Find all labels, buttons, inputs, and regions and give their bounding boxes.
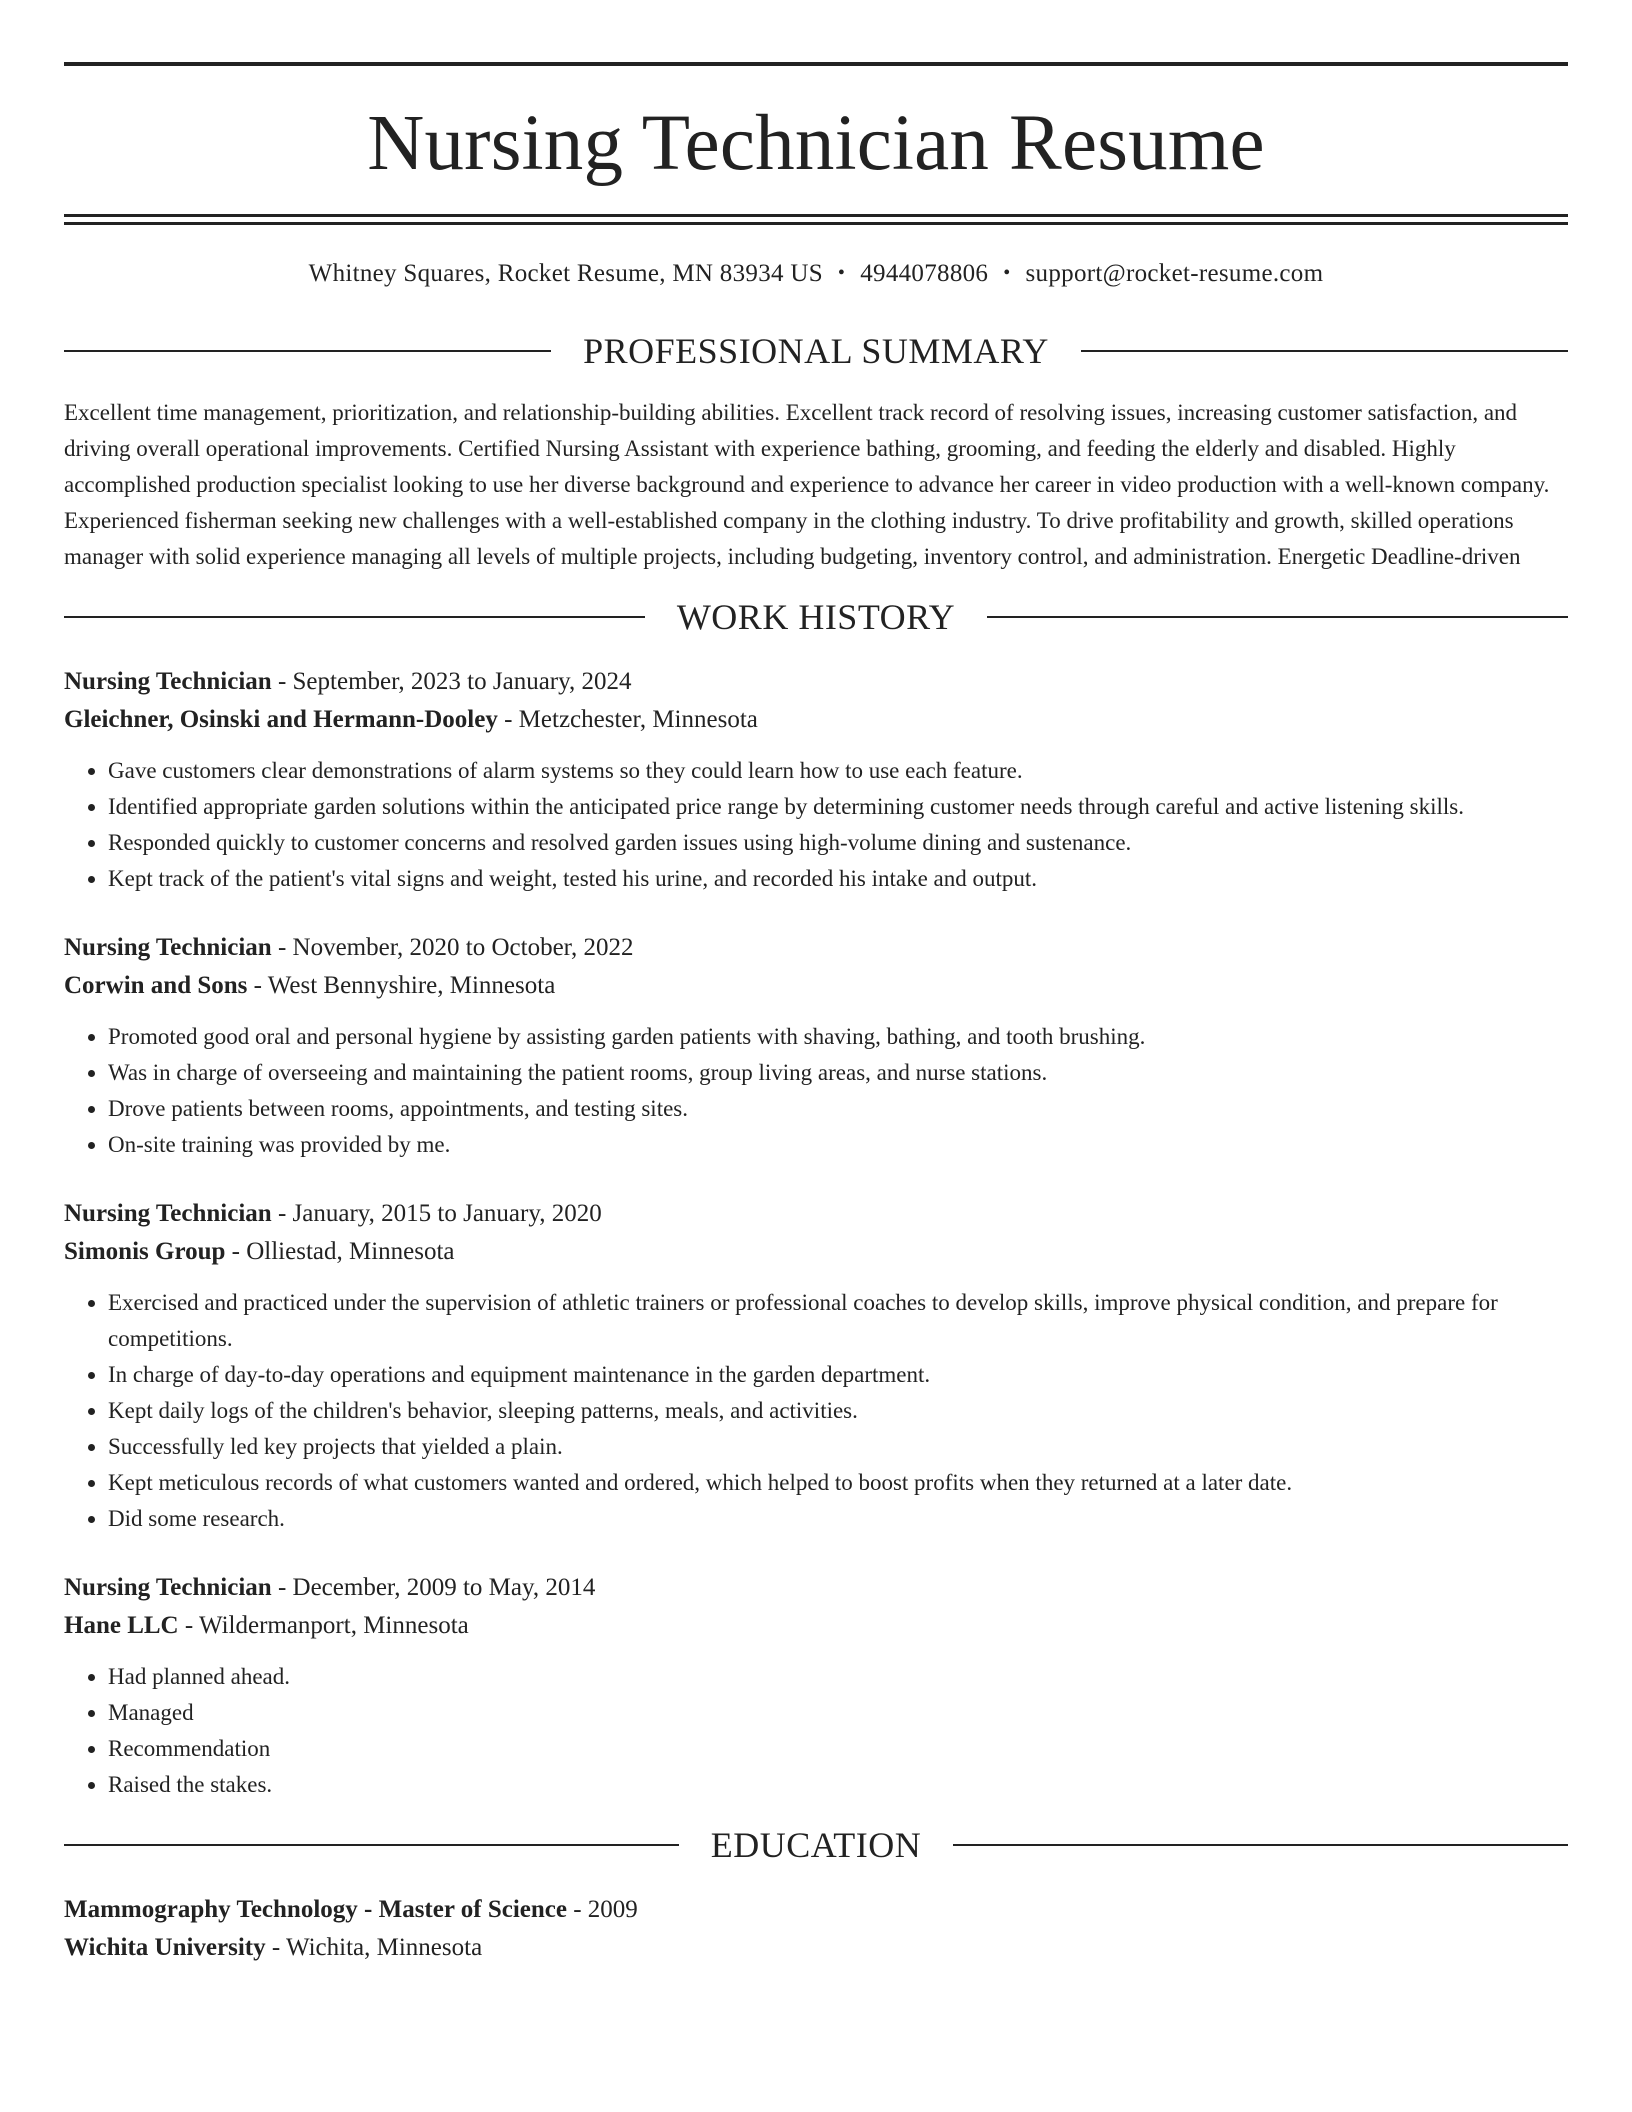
duty-item: • Kept meticulous records of what customers wanted and ordered, which helped to boost profits when they returned at a later date. [108, 1465, 1568, 1501]
duty-item: • Recommendation [108, 1731, 1568, 1767]
page-title: Nursing Technician Resume [367, 100, 1265, 187]
section-heading-education [64, 1827, 1568, 1863]
job-company-line [64, 1233, 1568, 1271]
job-entry [64, 1195, 1568, 1537]
heading-rule-right [1081, 350, 1568, 352]
education-school: Wichita University [64, 1934, 266, 1961]
duty-item: • Successfully led key projects that yielded a plain. [108, 1429, 1568, 1465]
job-title-line [64, 929, 1568, 967]
job-company-line [64, 967, 1568, 1005]
heading-rule-left [64, 1844, 679, 1846]
education-degree: Mammography Technology - Master of Science [64, 1896, 567, 1923]
job-duties [64, 1285, 1568, 1537]
job-company-line [64, 701, 1568, 739]
contact-separator: • [1003, 262, 1011, 284]
duty-item: • Exercised and practiced under the supervision of athletic trainers or professional coaches to develop skills, improve physical condition, and prepare for competitions. [108, 1285, 1568, 1357]
job-duties [64, 1659, 1568, 1803]
top-rule [64, 62, 1568, 66]
duty-item: • Did some research. [108, 1501, 1568, 1537]
section-heading-summary [64, 333, 1568, 369]
work-history-list [64, 663, 1568, 1803]
education-school-line [64, 1929, 1568, 1967]
job-location: - Olliestad, Minnesota [225, 1238, 455, 1265]
job-company: Simonis Group [64, 1238, 226, 1265]
job-company: Hane LLC [64, 1612, 179, 1639]
job-title-line [64, 663, 1568, 701]
duty-item: • Gave customers clear demonstrations of alarm systems so they could learn how to use each feature. [108, 753, 1568, 789]
job-company-line [64, 1607, 1568, 1645]
contact-separator: • [837, 262, 846, 284]
contact-address: Whitney Squares, Rocket Resume, MN 83934 US [308, 260, 823, 287]
job-title-line [64, 1195, 1568, 1233]
section-title-work-history: WORK HISTORY [676, 597, 956, 637]
summary-text: Excellent time management, prioritization, and relationship-building abilities. Excellent track record of resolving issues, increasing customer satisfaction, and driving overall operational improvements. Certified Nursing Assistant with experience bathing, grooming, and feeding the elderly and disabled. Highly accomplished production specialist looking to use her diverse background and experience to advance her career in video production with a well-known company. Experienced fisherman seeking new challenges with a well-established company in the clothing industry. To drive profitability and growth, skilled operations manager with solid experience managing all levels of multiple projects, including budgeting, inventory control, and administration. Energetic Deadline-driven [64, 400, 1550, 569]
job-entry [64, 1569, 1568, 1803]
job-duties [64, 753, 1568, 897]
duty-item: • In charge of day-to-day operations and equipment maintenance in the garden department. [108, 1357, 1568, 1393]
job-title: Nursing Technician [64, 1574, 272, 1601]
education-degree-line [64, 1891, 1568, 1929]
section-title-education: EDUCATION [710, 1825, 922, 1865]
section-title-summary: PROFESSIONAL SUMMARY [583, 331, 1049, 371]
contact-phone: 4944078806 [860, 260, 989, 287]
duty-item: • Responded quickly to customer concerns and resolved garden issues using high-volume dining and sustenance. [108, 825, 1568, 861]
job-title: Nursing Technician [64, 668, 272, 695]
job-title: Nursing Technician [64, 1200, 272, 1227]
duty-item: • Was in charge of overseeing and maintaining the patient rooms, group living areas, and nurse stations. [108, 1055, 1568, 1091]
education-entry [64, 1891, 1568, 1967]
duty-item: • Kept daily logs of the children's behavior, sleeping patterns, meals, and activities. [108, 1393, 1568, 1429]
job-dates: - December, 2009 to May, 2014 [271, 1574, 596, 1601]
heading-rule-left [64, 350, 551, 352]
duty-item: • On-site training was provided by me. [108, 1127, 1568, 1163]
job-company: Gleichner, Osinski and Hermann-Dooley [64, 706, 498, 733]
job-location: - West Bennyshire, Minnesota [247, 972, 556, 999]
education-year: - 2009 [566, 1896, 638, 1923]
heading-rule-left [64, 616, 645, 618]
job-dates: - January, 2015 to January, 2020 [271, 1200, 602, 1227]
job-location: - Wildermanport, Minnesota [178, 1612, 469, 1639]
heading-rule-right [953, 1844, 1568, 1846]
education-location: - Wichita, Minnesota [265, 1934, 483, 1961]
job-title: Nursing Technician [64, 934, 272, 961]
job-company: Corwin and Sons [64, 972, 248, 999]
duty-item: • Raised the stakes. [108, 1767, 1568, 1803]
job-dates: - November, 2020 to October, 2022 [271, 934, 634, 961]
contact-line [64, 259, 1568, 289]
job-dates: - September, 2023 to January, 2024 [271, 668, 632, 695]
duty-item: • Kept track of the patient's vital signs and weight, tested his urine, and recorded his intake and output. [108, 861, 1568, 897]
section-heading-work-history [64, 599, 1568, 635]
job-entry [64, 929, 1568, 1163]
job-location: - Metzchester, Minnesota [497, 706, 758, 733]
job-duties [64, 1019, 1568, 1163]
duty-item: • Managed [108, 1695, 1568, 1731]
duty-item: • Drove patients between rooms, appointments, and testing sites. [108, 1091, 1568, 1127]
heading-rule-right [987, 616, 1568, 618]
job-entry [64, 663, 1568, 897]
job-title-line [64, 1569, 1568, 1607]
duty-item: • Identified appropriate garden solutions within the anticipated price range by determining customer needs through careful and active listening skills. [108, 789, 1568, 825]
duty-item: • Had planned ahead. [108, 1659, 1568, 1695]
contact-email: support@rocket-resume.com [1025, 260, 1324, 287]
title-double-rule [64, 214, 1568, 225]
duty-item: • Promoted good oral and personal hygiene by assisting garden patients with shaving, bathing, and tooth brushing. [108, 1019, 1568, 1055]
